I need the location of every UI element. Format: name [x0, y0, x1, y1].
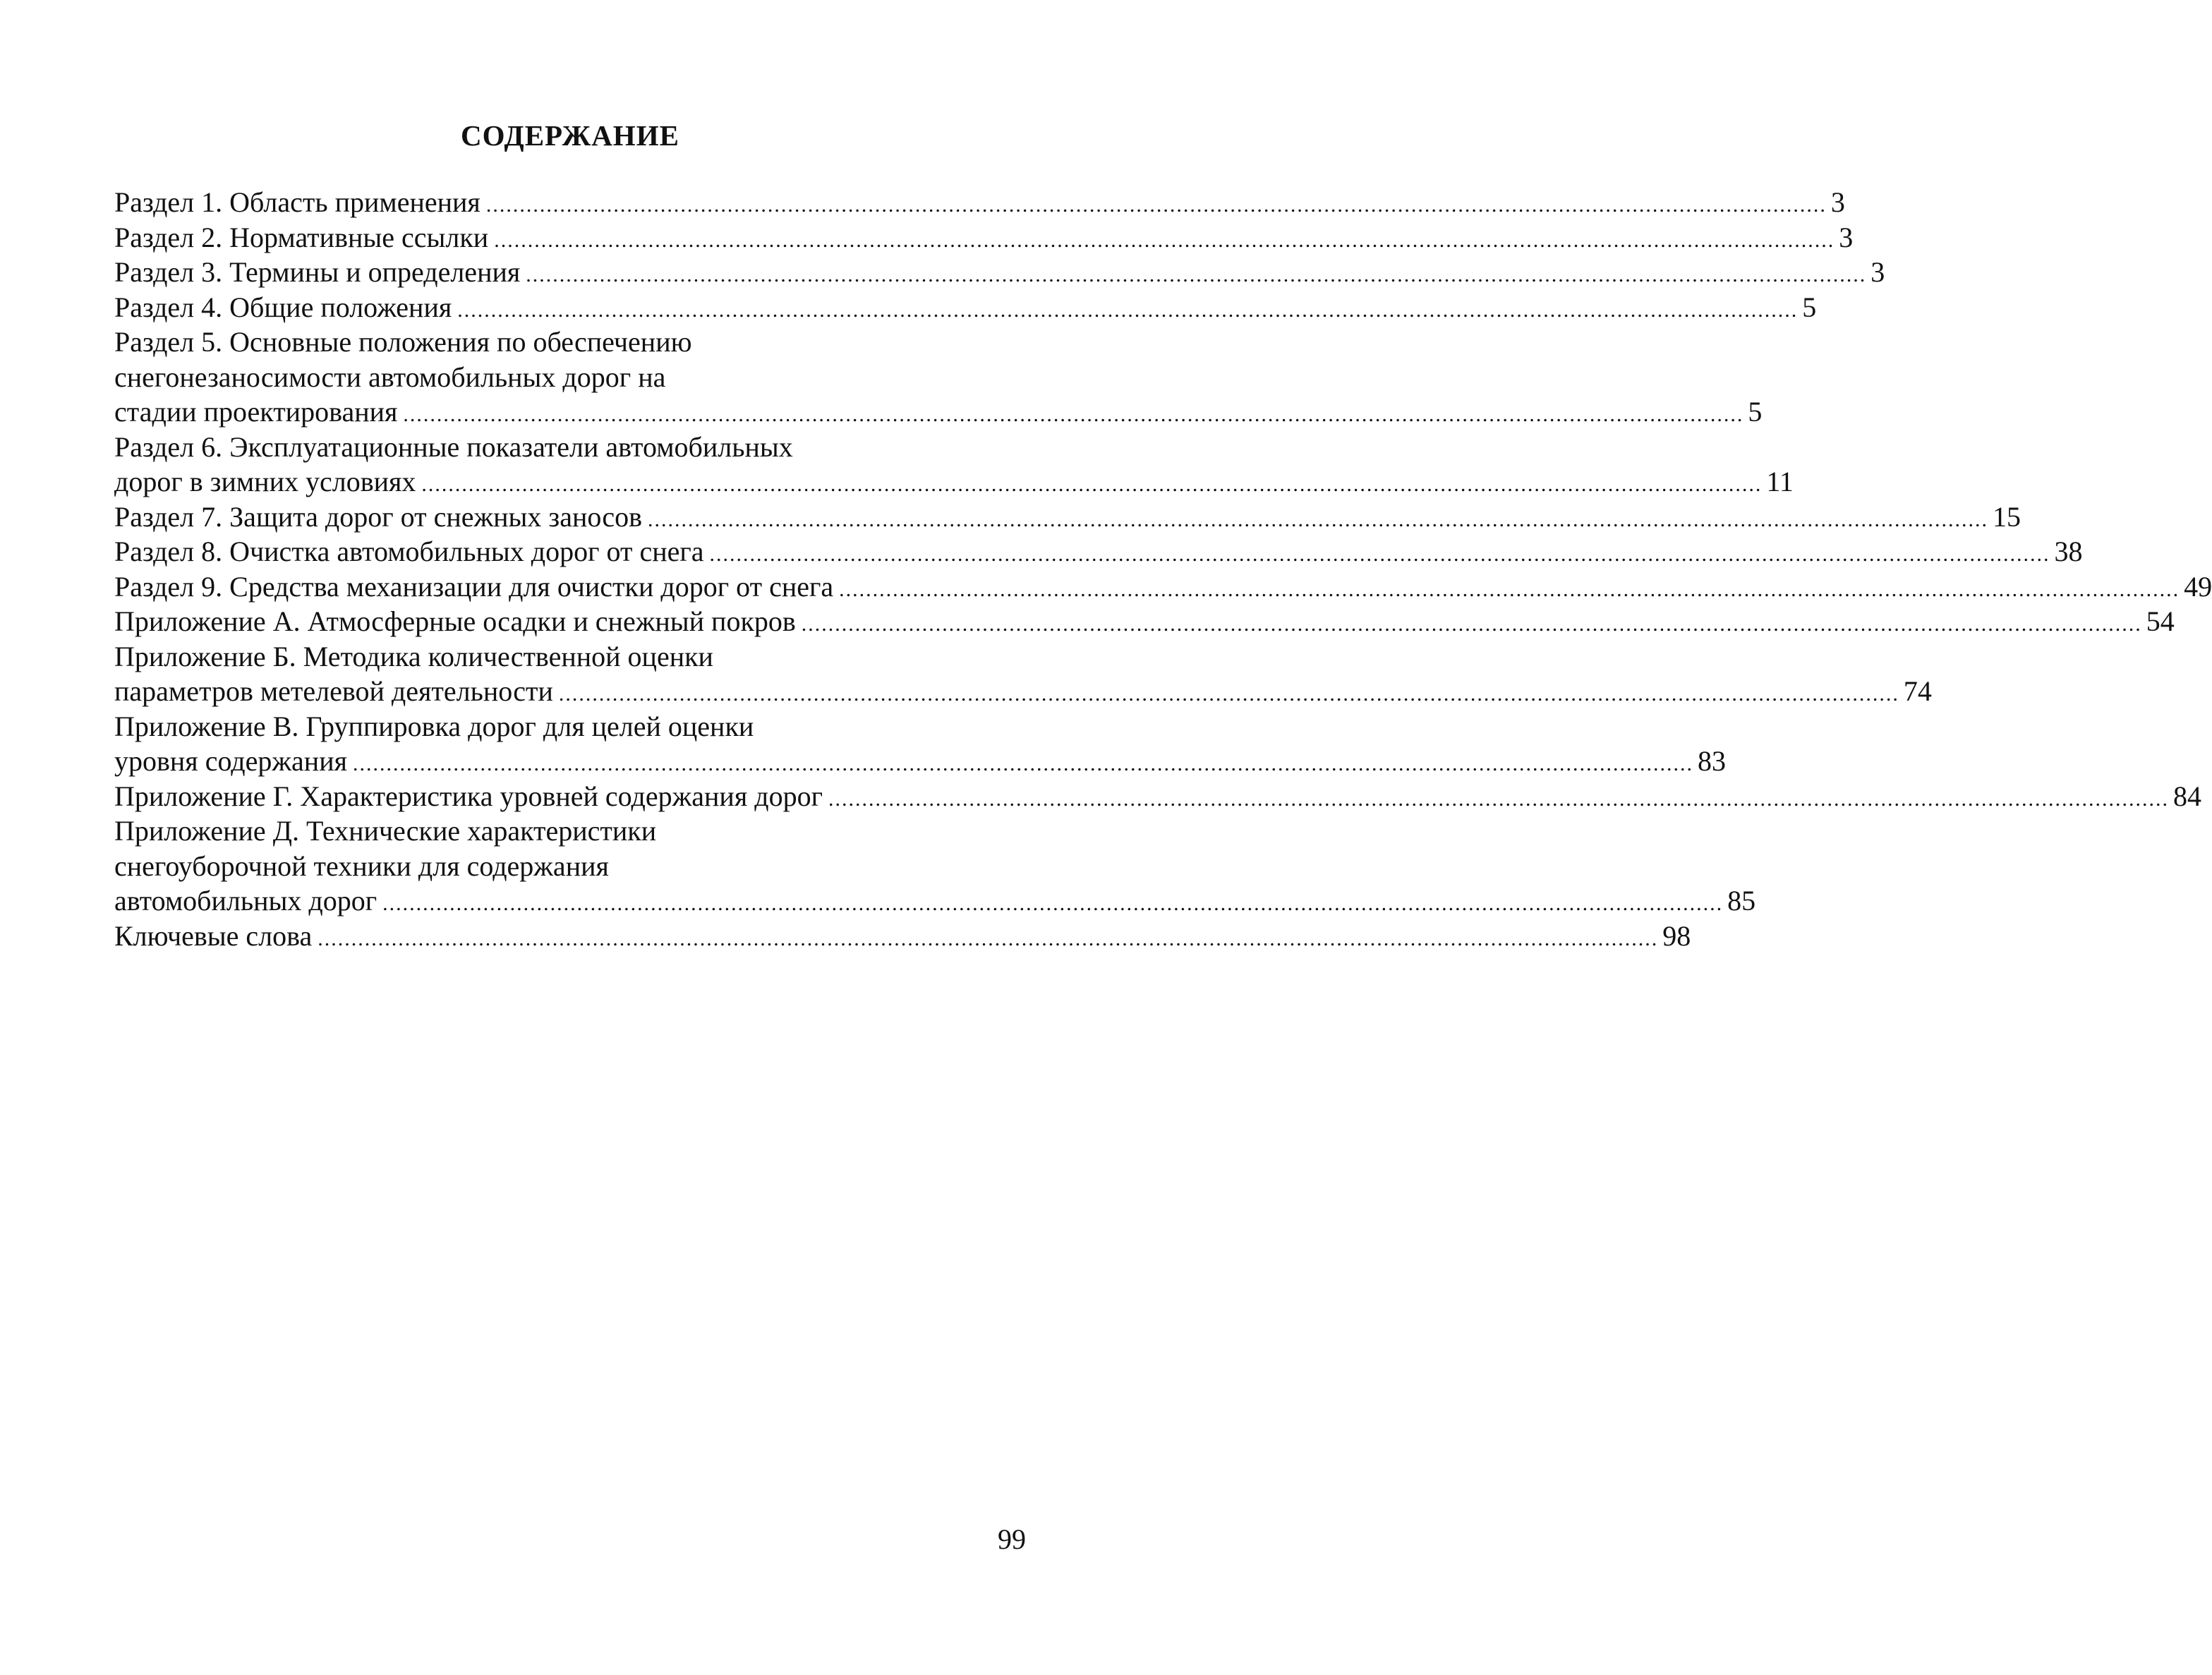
dot-leader: ........................................................................................................................................................................................................ [648, 507, 1989, 531]
dot-leader: ........................................................................................................................................................................................................ [709, 543, 2050, 566]
toc-entry [114, 534, 2083, 569]
dot-leader: ........................................................................................................................................................................................................ [421, 473, 1763, 496]
dot-leader: ........................................................................................................................................................................................................ [839, 577, 2180, 601]
toc-entry-text: параметров метелевой деятельности [114, 675, 553, 707]
toc-entry [114, 814, 1756, 919]
toc-entry-line: Раздел 5. Основные положения по обеспечению [114, 326, 692, 358]
toc-entry-line: Приложение Д. Технические характеристики [114, 815, 657, 847]
toc-entry-row [114, 919, 1691, 954]
toc-entry-text: Раздел 1. Область применения [114, 186, 481, 218]
toc-entry-row [114, 220, 1854, 255]
toc-entry-page: 83 [1698, 745, 1726, 777]
toc-entry-text: Раздел 8. Очистка автомобильных дорог от снега [114, 536, 704, 567]
toc-entry-line: Приложение Б. Методика количественной оценки [114, 640, 713, 672]
toc-entry-row [114, 185, 1845, 220]
dot-leader: ........................................................................................................................................................................................................ [526, 263, 1867, 286]
toc-entry-page: 11 [1766, 466, 1794, 497]
toc-entry-page: 5 [1802, 291, 1817, 323]
toc-entry-row [114, 744, 1726, 779]
dot-leader: ........................................................................................................................................................................................................ [801, 612, 2142, 636]
toc-entry-row [114, 255, 1885, 290]
toc-entry [114, 500, 2021, 535]
toc-entry-page: 49 [2184, 570, 2212, 603]
toc-entry-page: 5 [1748, 396, 1763, 428]
toc-entry-text: дорог в зимних условиях [114, 466, 416, 497]
toc-entry-line: Приложение В. Группировка дорог для целей оценки [114, 710, 754, 742]
toc-entry-page: 3 [1830, 186, 1845, 218]
toc-entry-page: 38 [2054, 536, 2083, 567]
toc-entry-text: автомобильных дорог [114, 885, 377, 917]
toc-entry [114, 290, 1817, 325]
dot-leader: ........................................................................................................................................................................................................ [485, 193, 1827, 217]
toc-entry-row [114, 500, 2021, 535]
toc-entry-page: 54 [2146, 605, 2175, 637]
dot-leader: ........................................................................................................................................................................................................ [494, 228, 1835, 252]
toc-entry-page: 98 [1662, 919, 1691, 952]
toc-entry [114, 604, 2175, 639]
toc-entry [114, 569, 2212, 605]
toc-entry-text: Раздел 4. Общие положения [114, 291, 452, 323]
toc-list [114, 185, 2212, 953]
toc-entry-line: Раздел 6. Эксплуатационные показатели автомобильных [114, 430, 793, 463]
toc-entry-text: Раздел 2. Нормативные ссылки [114, 221, 489, 253]
toc-entry-row [114, 883, 1756, 919]
dot-leader: ........................................................................................................................................................................................................ [828, 787, 2169, 811]
toc-entry-page: 15 [1993, 500, 2021, 533]
toc-entry [114, 919, 1691, 954]
toc-entry-row [114, 290, 1817, 325]
toc-entry-text: Раздел 7. Защита дорог от снежных заносов [114, 500, 643, 533]
toc-entry-text: уровня содержания [114, 745, 347, 777]
toc-entry [114, 325, 1763, 430]
toc-entry-row [114, 394, 1763, 430]
toc-entry [114, 639, 1932, 709]
toc-entry-row [114, 779, 2201, 814]
dot-leader: ........................................................................................................................................................................................................ [353, 752, 1693, 775]
toc-entry-row [114, 569, 2212, 605]
toc-entry-text: Ключевые слова [114, 919, 313, 952]
toc-entry-text: стадии проектирования [114, 396, 398, 428]
toc-entry-row [114, 674, 1932, 709]
toc-entry-line: снегонезаносимости автомобильных дорог на [114, 361, 666, 393]
page-number: 99 [998, 1523, 1026, 1555]
dot-leader: ........................................................................................................................................................................................................ [558, 682, 1899, 706]
toc-entry-text: Раздел 9. Средства механизации для очистки дорог от снега [114, 570, 834, 603]
toc-entry-line: снегоуборочной техники для содержания [114, 849, 609, 882]
dot-leader: ........................................................................................................................................................................................................ [403, 403, 1744, 426]
toc-entry [114, 430, 1794, 500]
toc-entry [114, 709, 1726, 779]
toc-entry [114, 779, 2201, 814]
toc-entry-page: 74 [1903, 675, 1932, 707]
toc-entry [114, 255, 1885, 290]
toc-entry [114, 185, 1845, 220]
dot-leader: ........................................................................................................................................................................................................ [457, 298, 1799, 322]
toc-entry [114, 220, 1854, 255]
toc-title: СОДЕРЖАНИЕ [461, 119, 679, 152]
toc-entry-text: Приложение А. Атмосферные осадки и снежный покров [114, 605, 796, 637]
toc-entry-row [114, 464, 1794, 500]
dot-leader: ........................................................................................................................................................................................................ [318, 926, 1659, 950]
toc-entry-page: 3 [1839, 221, 1854, 253]
toc-entry-page: 3 [1870, 256, 1885, 288]
toc-entry-row [114, 534, 2083, 569]
toc-entry-page: 84 [2172, 780, 2201, 812]
toc-entry-row [114, 604, 2175, 639]
toc-entry-text: Раздел 3. Термины и определения [114, 256, 521, 288]
dot-leader: ........................................................................................................................................................................................................ [382, 892, 1724, 915]
toc-entry-text: Приложение Г. Характеристика уровней содержания дорог [114, 780, 823, 812]
toc-entry-page: 85 [1727, 885, 1756, 917]
